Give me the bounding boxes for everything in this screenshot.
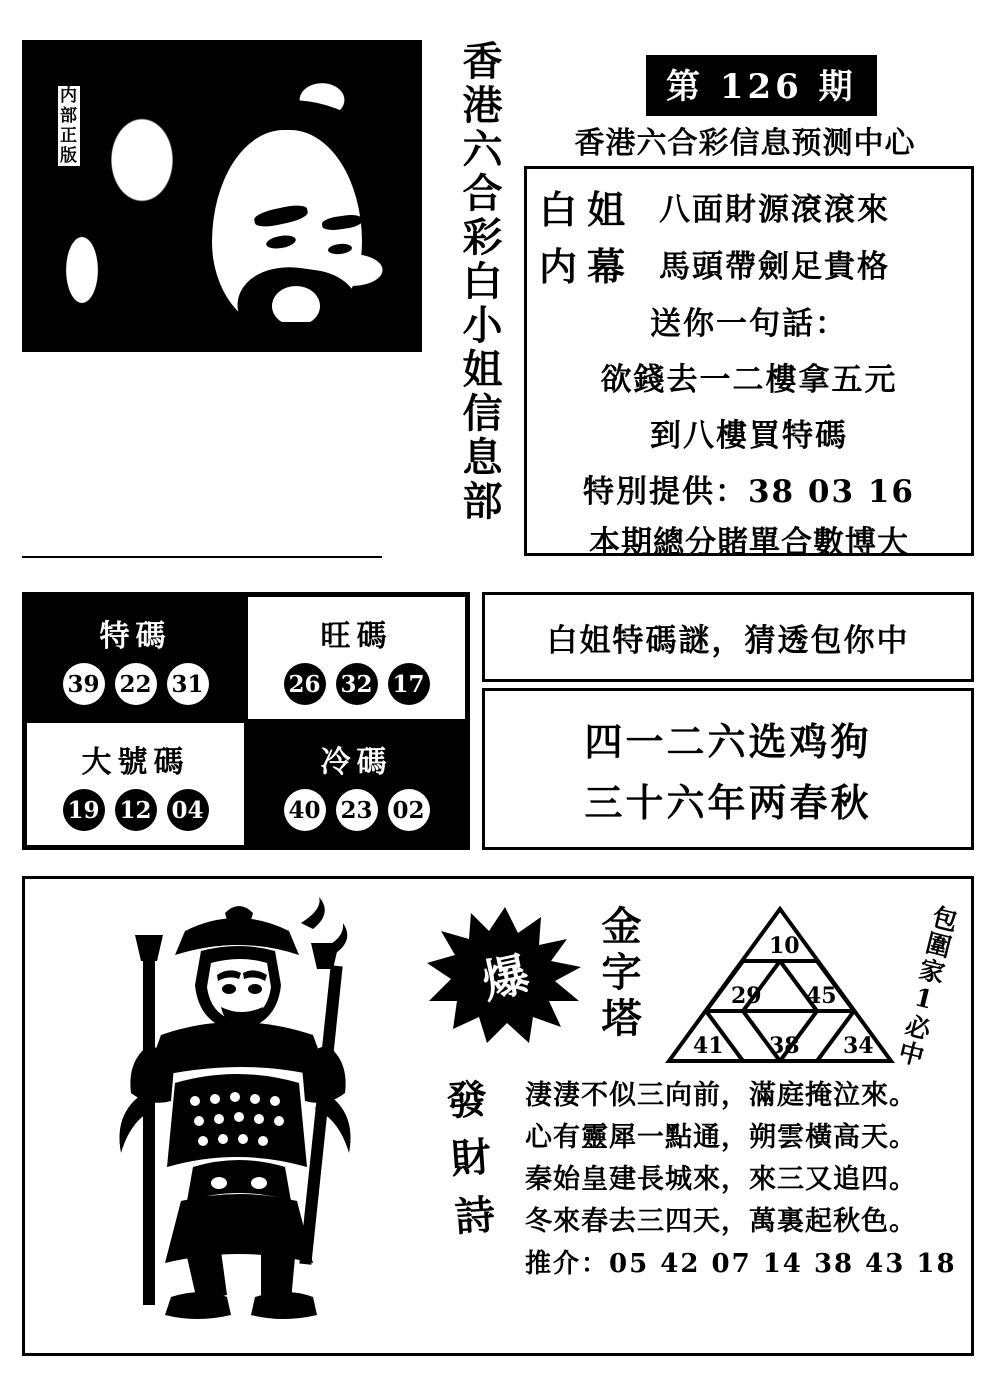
publisher-vertical-title: 香港六合彩白小姐信息部 bbox=[456, 40, 503, 524]
grid-cell-title: 特碼 bbox=[99, 619, 172, 654]
number-ball: 12 bbox=[115, 789, 157, 831]
grid-cell-balls bbox=[284, 663, 430, 705]
riddle-headline: 白姐特碼謎，猜透包你中 bbox=[546, 622, 910, 659]
grid-cell-balls bbox=[63, 789, 209, 831]
edition-stamp-line-3: 正 bbox=[60, 126, 78, 146]
number-ball: 23 bbox=[336, 789, 378, 831]
couplet-line-2: 三十六年两春秋 bbox=[584, 780, 872, 825]
number-ball: 40 bbox=[284, 789, 326, 831]
info-row-label: 内幕 bbox=[539, 244, 636, 289]
number-ball: 31 bbox=[167, 663, 209, 705]
number-ball: 17 bbox=[388, 663, 430, 705]
page-title: 香港六合彩信息预测中心 bbox=[574, 126, 916, 161]
info-row-phrase: 八面財源滾滾來 bbox=[659, 192, 890, 228]
burst-label: 爆 bbox=[477, 946, 534, 1010]
grid-cell-leng-ma bbox=[246, 721, 467, 847]
couplet-line-1: 四一二六选鸡狗 bbox=[584, 719, 872, 764]
poem-line: 秦始皇建長城來，來三又追四。 bbox=[525, 1164, 917, 1195]
poem-block bbox=[525, 1075, 955, 1285]
riddle-headline-box bbox=[482, 592, 974, 682]
gift-line-2: 到八樓買特碼 bbox=[650, 418, 848, 454]
number-ball: 04 bbox=[167, 789, 209, 831]
pyramid-number: 45 bbox=[806, 983, 837, 1009]
gift-title: 送你一句話： bbox=[650, 306, 848, 342]
pyramid-number: 38 bbox=[769, 1033, 800, 1059]
photo-chin-highlight bbox=[272, 286, 320, 326]
edition-stamp bbox=[58, 86, 128, 166]
grid-cell-te-ma bbox=[25, 595, 246, 721]
number-ball: 26 bbox=[284, 663, 326, 705]
number-ball: 22 bbox=[115, 663, 157, 705]
number-ball: 39 bbox=[63, 663, 105, 705]
grid-cell-title: 大號碼 bbox=[81, 745, 190, 780]
grid-cell-da-hao-ma bbox=[25, 721, 246, 847]
poem-line: 淒淒不似三向前，滿庭掩泣來。 bbox=[525, 1080, 917, 1111]
pyramid-number: 34 bbox=[843, 1033, 874, 1059]
bottom-panel bbox=[22, 876, 974, 1356]
recommend-row bbox=[525, 1243, 955, 1285]
pyramid-number: 41 bbox=[693, 1033, 724, 1059]
grid-cell-balls bbox=[63, 663, 209, 705]
burst-badge bbox=[425, 905, 585, 1045]
number-ball: 32 bbox=[336, 663, 378, 705]
issue-badge: 第 126 期 bbox=[646, 55, 877, 116]
gift-line-1: 欲錢去一二樓拿五元 bbox=[600, 362, 898, 398]
divider-under-photo bbox=[22, 556, 382, 558]
grid-cell-title: 冷碼 bbox=[320, 745, 393, 780]
recommend-label: 推介： bbox=[525, 1249, 610, 1279]
special-numbers-row bbox=[539, 469, 959, 515]
warrior-illustration bbox=[65, 895, 405, 1325]
pyramid-number: 29 bbox=[731, 983, 762, 1009]
poem-label: 發財詩 bbox=[438, 1077, 499, 1255]
number-ball: 02 bbox=[388, 789, 430, 831]
edition-stamp-line-4: 版 bbox=[60, 146, 78, 166]
info-row-label: 白姐 bbox=[539, 187, 636, 232]
number-grid bbox=[22, 592, 470, 850]
pyramid-number: 10 bbox=[769, 933, 800, 959]
grid-cell-wang-ma bbox=[246, 595, 467, 721]
grid-cell-balls bbox=[284, 789, 430, 831]
number-ball: 19 bbox=[63, 789, 105, 831]
poem-line: 心有靈犀一點通，朔雲橫高天。 bbox=[525, 1122, 917, 1153]
special-numbers: 38 03 16 bbox=[747, 474, 915, 510]
pyramid-label: 金字塔 bbox=[595, 905, 642, 1043]
corner-slogan: 包圍家1必中 bbox=[892, 902, 961, 1071]
info-row-phrase: 馬頭帶劍足貴格 bbox=[659, 249, 890, 285]
edition-stamp-line-1: 内 bbox=[60, 86, 78, 106]
portrait-photo bbox=[22, 40, 422, 352]
couplet-box bbox=[482, 688, 974, 850]
info-footer: 本期總分賭單合數博大 bbox=[589, 525, 909, 561]
poem-line: 冬來春去三四天，萬裏起秋色。 bbox=[525, 1206, 917, 1237]
recommend-numbers: 05 42 07 14 38 43 18 bbox=[609, 1249, 957, 1279]
grid-cell-title: 旺碼 bbox=[320, 619, 393, 654]
info-row bbox=[539, 236, 959, 291]
prediction-info-box bbox=[524, 166, 974, 561]
info-row bbox=[539, 179, 959, 234]
photo-lower-band bbox=[22, 322, 422, 352]
edition-stamp-line-2: 部 bbox=[60, 106, 78, 126]
special-label: 特別提供： bbox=[582, 474, 748, 510]
